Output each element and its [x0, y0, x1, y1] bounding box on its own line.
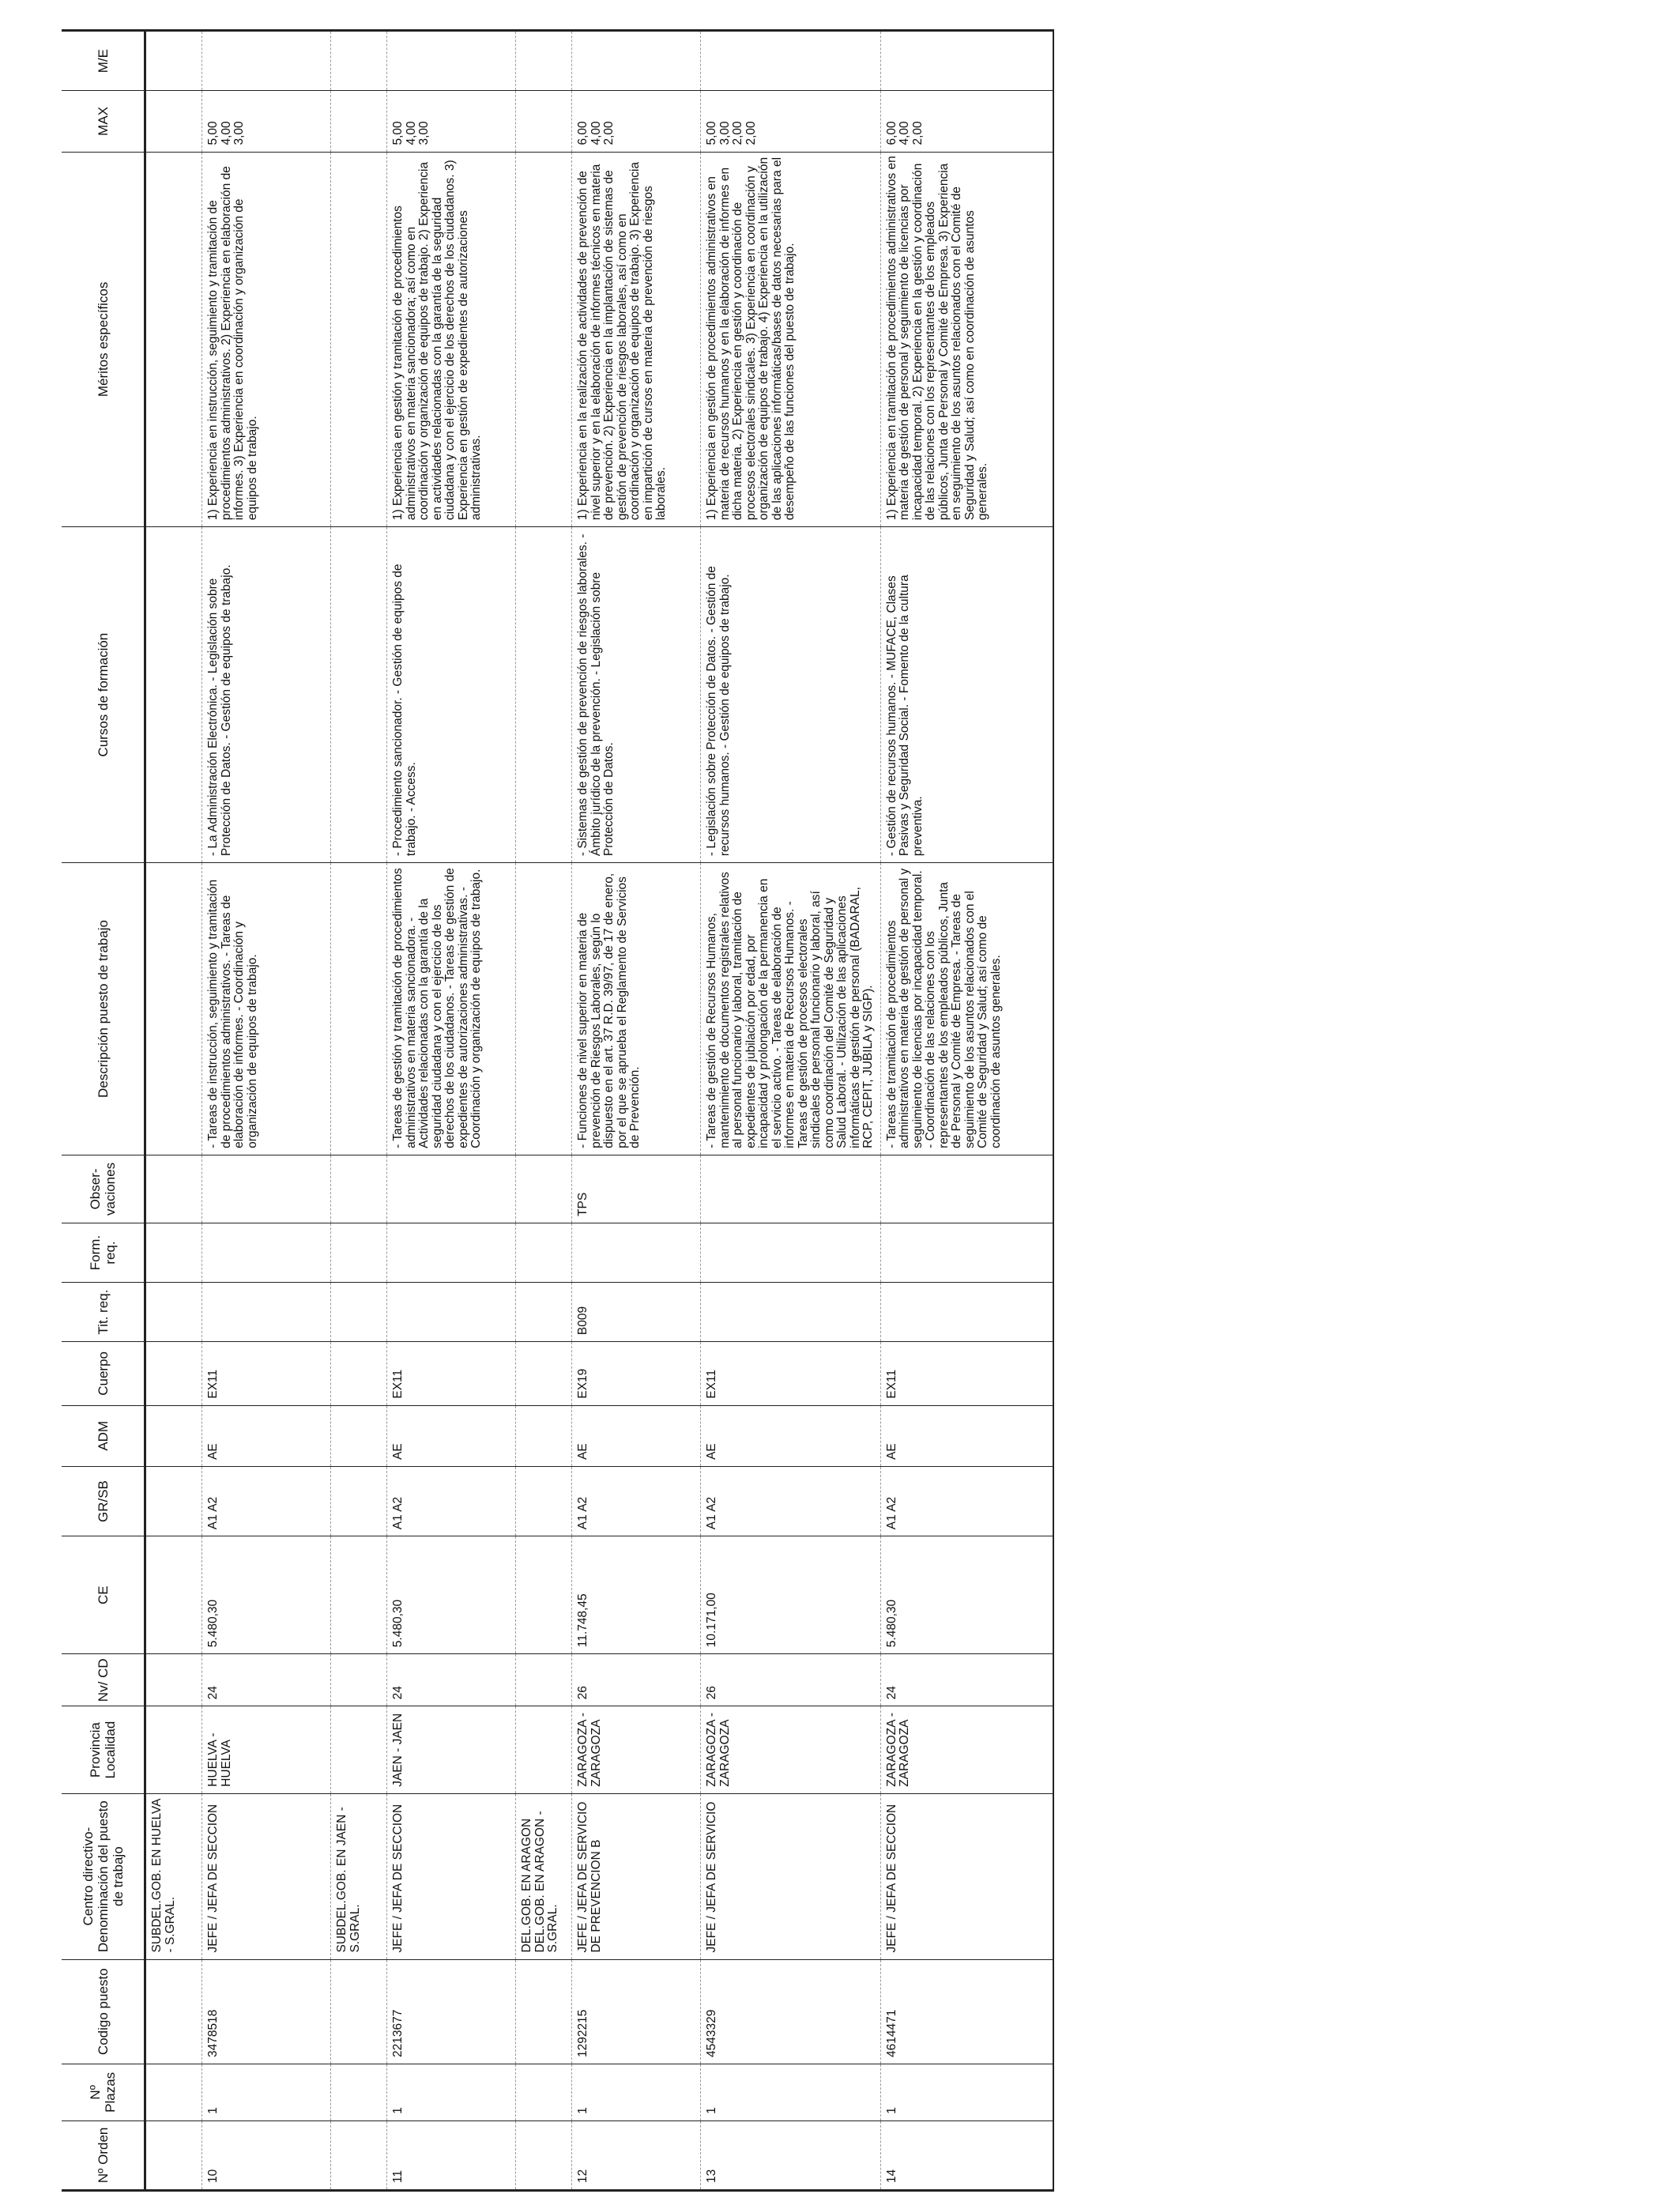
me-cell — [202, 31, 331, 91]
unit-row — [331, 31, 387, 2191]
table-row — [387, 31, 516, 2191]
form-cell — [701, 1223, 881, 1282]
max-value: 2,00 — [744, 121, 758, 145]
max-value: 4,00 — [898, 121, 911, 145]
orden-cell: 10 — [202, 2120, 331, 2190]
max-cell — [572, 91, 701, 152]
grsb-cell: A1 A2 — [572, 1466, 701, 1536]
unit-label-line: DEL.GOB. EN ARAGON - S.GRAL. — [533, 1811, 559, 1953]
tit-cell — [880, 1283, 1053, 1342]
form-cell — [880, 1223, 1053, 1282]
meritos-cell: 1) Experiencia en instrucción, seguimiento y tramitación de procedimientos administrativos. 2) Experiencia en elaboración de informes. 3) Experiencia en coordinación y organización de equipos de trabajo. — [202, 152, 331, 527]
centro-cell: JEFE / JEFA DE SECCION — [880, 1793, 1053, 1959]
orden-cell: 13 — [701, 2120, 881, 2190]
header-obs: Obser- vaciones — [62, 1155, 145, 1223]
descripcion-cell: - Tareas de gestión y tramitación de procedimientos administrativos en materia sancionadora. - Actividades relacionadas con la garantía de la seguridad ciudadana y con el ejercicio de los derechos de los ciudadanos. - Tareas de gestión de expedientes de autorizaciones administrativas. - Coordinación y organización de equipos de trabajo. — [387, 863, 516, 1155]
max-value: 2,00 — [602, 121, 616, 145]
header-form: Form. req. — [62, 1223, 145, 1282]
cursos-cell: - La Administración Electrónica. - Legislación sobre Protección de Datos. - Gestión de equipos de trabajo. — [202, 527, 331, 863]
tit-cell — [202, 1283, 331, 1342]
adm-cell: AE — [701, 1405, 881, 1466]
provincia-cell: ZARAGOZA - ZARAGOZA — [701, 1706, 881, 1793]
header-nivel: Nv/ CD — [62, 1654, 145, 1706]
unit-label-line: DEL.GOB. EN ARAGON — [520, 1818, 533, 1953]
descripcion-cell: - Tareas de tramitación de procedimientos administrativos en materia de gestión de personal y seguimiento de licencias por incapacidad temporal. - Coordinación de las relaciones con los representantes de los empleados públicos, Junta de Personal y Comité de Empresa. - Tareas de seguimiento de los asuntos relacionados con el Comité de Seguridad y Salud; así como de coordinación de asuntos generales. — [880, 863, 1053, 1155]
header-orden: Nº Orden — [62, 2120, 145, 2190]
ce-cell: 11.748,45 — [572, 1536, 701, 1654]
unit-label: SUBDEL.GOB. EN HUELVA - S.GRAL. — [145, 1793, 202, 1959]
header-meritos: Méritos específicos — [62, 152, 145, 527]
obs-cell — [202, 1155, 331, 1223]
grsb-cell: A1 A2 — [880, 1466, 1053, 1536]
max-value: 5,00 — [391, 121, 405, 145]
cuerpo-cell: EX11 — [202, 1342, 331, 1406]
max-value: 6,00 — [884, 121, 898, 145]
codigo-cell: 3478518 — [202, 1959, 331, 2064]
unit-label — [516, 1793, 572, 1959]
max-value: 6,00 — [576, 121, 590, 145]
plazas-cell: 1 — [880, 2064, 1053, 2120]
cuerpo-cell: EX11 — [880, 1342, 1053, 1406]
header-cuerpo: Cuerpo — [62, 1342, 145, 1406]
meritos-cell: 1) Experiencia en gestión y tramitación de procedimientos administrativos en materia sancionadora; así como en coordinación y organización de equipos de trabajo. 2) Experiencia en actividades relacionadas con la garantía de la seguridad ciudadana y con el ejercicio de los derechos de los ciudadanos. 3) Experiencia en gestión de expedientes de autorizaciones administrativas. — [387, 152, 516, 527]
header-me: M/E — [62, 31, 145, 91]
ce-cell: 10.171,00 — [701, 1536, 881, 1654]
centro-cell: JEFE / JEFA DE SERVICIO DE PREVENCION B — [572, 1793, 701, 1959]
max-value: 4,00 — [404, 121, 418, 145]
adm-cell: AE — [387, 1405, 516, 1466]
grsb-cell: A1 A2 — [202, 1466, 331, 1536]
tit-cell — [701, 1283, 881, 1342]
max-value: 4,00 — [589, 121, 603, 145]
me-cell — [387, 31, 516, 91]
unit-label: SUBDEL.GOB. EN JAEN - S.GRAL. — [331, 1793, 387, 1959]
provincia-cell: ZARAGOZA - ZARAGOZA — [572, 1706, 701, 1793]
me-cell — [880, 31, 1053, 91]
max-value: 5,00 — [206, 121, 220, 145]
header-cursos: Cursos de formación — [62, 527, 145, 863]
ce-cell: 5.480,30 — [202, 1536, 331, 1654]
max-cell — [387, 91, 516, 152]
tit-cell: B009 — [572, 1283, 701, 1342]
tit-cell — [387, 1283, 516, 1342]
form-cell — [202, 1223, 331, 1282]
cursos-cell: - Legislación sobre Protección de Datos. - Gestión de recursos humanos. - Gestión de equipos de trabajo. — [701, 527, 881, 863]
codigo-cell: 2213677 — [387, 1959, 516, 2064]
header-max: MAX — [62, 91, 145, 152]
nivel-cell: 24 — [880, 1654, 1053, 1706]
max-value: 3,00 — [232, 121, 246, 145]
cursos-cell: - Gestión de recursos humanos. - MUFACE, Clases Pasivas y Seguridad Social. - Fomento de la cultura preventiva. — [880, 527, 1053, 863]
centro-cell: JEFE / JEFA DE SECCION — [387, 1793, 516, 1959]
adm-cell: AE — [202, 1405, 331, 1466]
nivel-cell: 26 — [701, 1654, 881, 1706]
plazas-cell: 1 — [572, 2064, 701, 2120]
plazas-cell: 1 — [387, 2064, 516, 2120]
adm-cell: AE — [880, 1405, 1053, 1466]
form-cell — [387, 1223, 516, 1282]
header-tit: Tit. req. — [62, 1283, 145, 1342]
table-row — [701, 31, 881, 2191]
provincia-cell: HUELVA - HUELVA — [202, 1706, 331, 1793]
max-cell — [701, 91, 881, 152]
me-cell — [572, 31, 701, 91]
orden-cell: 12 — [572, 2120, 701, 2190]
header-adm: ADM — [62, 1405, 145, 1466]
max-cell — [202, 91, 331, 152]
cuerpo-cell: EX11 — [387, 1342, 516, 1406]
max-value: 2,00 — [910, 121, 925, 145]
centro-cell: JEFE / JEFA DE SERVICIO — [701, 1793, 881, 1959]
me-cell — [701, 31, 881, 91]
table-row — [572, 31, 701, 2191]
max-cell — [880, 91, 1053, 152]
cursos-cell: - Procedimiento sancionador. - Gestión de equipos de trabajo. - Access. — [387, 527, 516, 863]
job-positions-table — [62, 29, 1054, 2192]
max-value: 2,00 — [731, 121, 744, 145]
plazas-cell: 1 — [202, 2064, 331, 2120]
obs-cell — [880, 1155, 1053, 1223]
unit-row — [145, 31, 202, 2191]
nivel-cell: 26 — [572, 1654, 701, 1706]
provincia-cell: JAEN - JAEN — [387, 1706, 516, 1793]
header-grsb: GR/SB — [62, 1466, 145, 1536]
obs-cell — [387, 1155, 516, 1223]
table-row — [202, 31, 331, 2191]
header-descripcion: Descripción puesto de trabajo — [62, 863, 145, 1155]
ce-cell: 5.480,30 — [880, 1536, 1053, 1654]
cuerpo-cell: EX19 — [572, 1342, 701, 1406]
codigo-cell: 4543329 — [701, 1959, 881, 2064]
max-value: 3,00 — [718, 121, 732, 145]
max-value: 5,00 — [705, 121, 718, 145]
unit-row — [516, 31, 572, 2191]
meritos-cell: 1) Experiencia en tramitación de procedimientos administrativos en materia de gestión de personal y seguimiento de licencias por incapacidad temporal. 2) Experiencia en la gestión y coordinación de las relaciones con los representantes de los empleados públicos, Junta de Personal y Comité de Empresa. 3) Experiencia en seguimiento de los asuntos relacionados con el Comité de Seguridad y Salud; así como en coordinación de asuntos generales. — [880, 152, 1053, 527]
cursos-cell: - Sistemas de gestión de prevención de riesgos laborales. - Ámbito jurídico de la prevención. - Legislación sobre Protección de Datos. — [572, 527, 701, 863]
form-cell — [572, 1223, 701, 1282]
header-centro: Centro directivo- Denominación del puesto de trabajo — [62, 1793, 145, 1959]
grsb-cell: A1 A2 — [387, 1466, 516, 1536]
orden-cell: 14 — [880, 2120, 1053, 2190]
obs-cell — [701, 1155, 881, 1223]
plazas-cell: 1 — [701, 2064, 881, 2120]
descripcion-cell: - Tareas de gestión de Recursos Humanos, mantenimiento de documentos registrales relativos al personal funcionario y laboral, tramitación de expedientes de jubilación por edad, por incapacidad y prolongación de la permanencia en el servicio activo. - Tareas de elaboración de informes en materia de Recursos Humanos. - Tareas de gestión de procesos electorales sindicales de personal funcionario y laboral, así como coordinación del Comité de Seguridad y Salud Laboral. - Utilización de las aplicaciones informáticas de gestión de personal (BADARAL, RCP, CEPIT, JUBILA y SIGP). — [701, 863, 881, 1155]
meritos-cell: 1) Experiencia en la realización de actividades de prevención de nivel superior y en la elaboración de informes técnicos en materia de prevención. 2) Experiencia en la implantación de sistemas de gestión de prevención de riesgos laborales, así como en coordinación y organización de equipos de trabajo. 3) Experiencia en impartición de cursos en materia de prevención de riesgos laborales. — [572, 152, 701, 527]
ce-cell: 5.480,30 — [387, 1536, 516, 1654]
descripcion-cell: - Tareas de instrucción, seguimiento y tramitación de procedimientos administrativos. - Tareas de elaboración de informes. - Coordinación y organización de equipos de trabajo. — [202, 863, 331, 1155]
max-value: 4,00 — [219, 121, 233, 145]
codigo-cell: 1292215 — [572, 1959, 701, 2064]
header-row — [62, 31, 145, 2191]
header-codigo: Codigo puesto — [62, 1959, 145, 2064]
codigo-cell: 4614471 — [880, 1959, 1053, 2064]
nivel-cell: 24 — [387, 1654, 516, 1706]
meritos-cell: 1) Experiencia en gestión de procedimientos administrativos en materia de recursos humanos y en la elaboración de informes en dicha materia. 2) Experiencia en gestión y coordinación de procesos electorales sindicales. 3) Experiencia en coordinación y organización de equipos de trabajo. 4) Experiencia en la utilización de las aplicaciones informáticas/bases de datos necesarias para el desempeño de las funciones del puesto de trabajo. — [701, 152, 881, 527]
obs-cell: TPS — [572, 1155, 701, 1223]
centro-cell: JEFE / JEFA DE SECCION — [202, 1793, 331, 1959]
header-plazas: Nº Plazas — [62, 2064, 145, 2120]
max-value: 3,00 — [417, 121, 431, 145]
orden-cell: 11 — [387, 2120, 516, 2190]
grsb-cell: A1 A2 — [701, 1466, 881, 1536]
header-provincia: Provincia Localidad — [62, 1706, 145, 1793]
provincia-cell: ZARAGOZA - ZARAGOZA — [880, 1706, 1053, 1793]
nivel-cell: 24 — [202, 1654, 331, 1706]
header-ce: CE — [62, 1536, 145, 1654]
table-row — [880, 31, 1053, 2191]
cuerpo-cell: EX11 — [701, 1342, 881, 1406]
adm-cell: AE — [572, 1405, 701, 1466]
descripcion-cell: - Funciones de nivel superior en materia de prevención de Riesgos Laborales, según lo dispuesto en el art. 37 R.D. 39/97, de 17 de enero, por el que se aprueba el Reglamento de Servicios de Prevención. — [572, 863, 701, 1155]
